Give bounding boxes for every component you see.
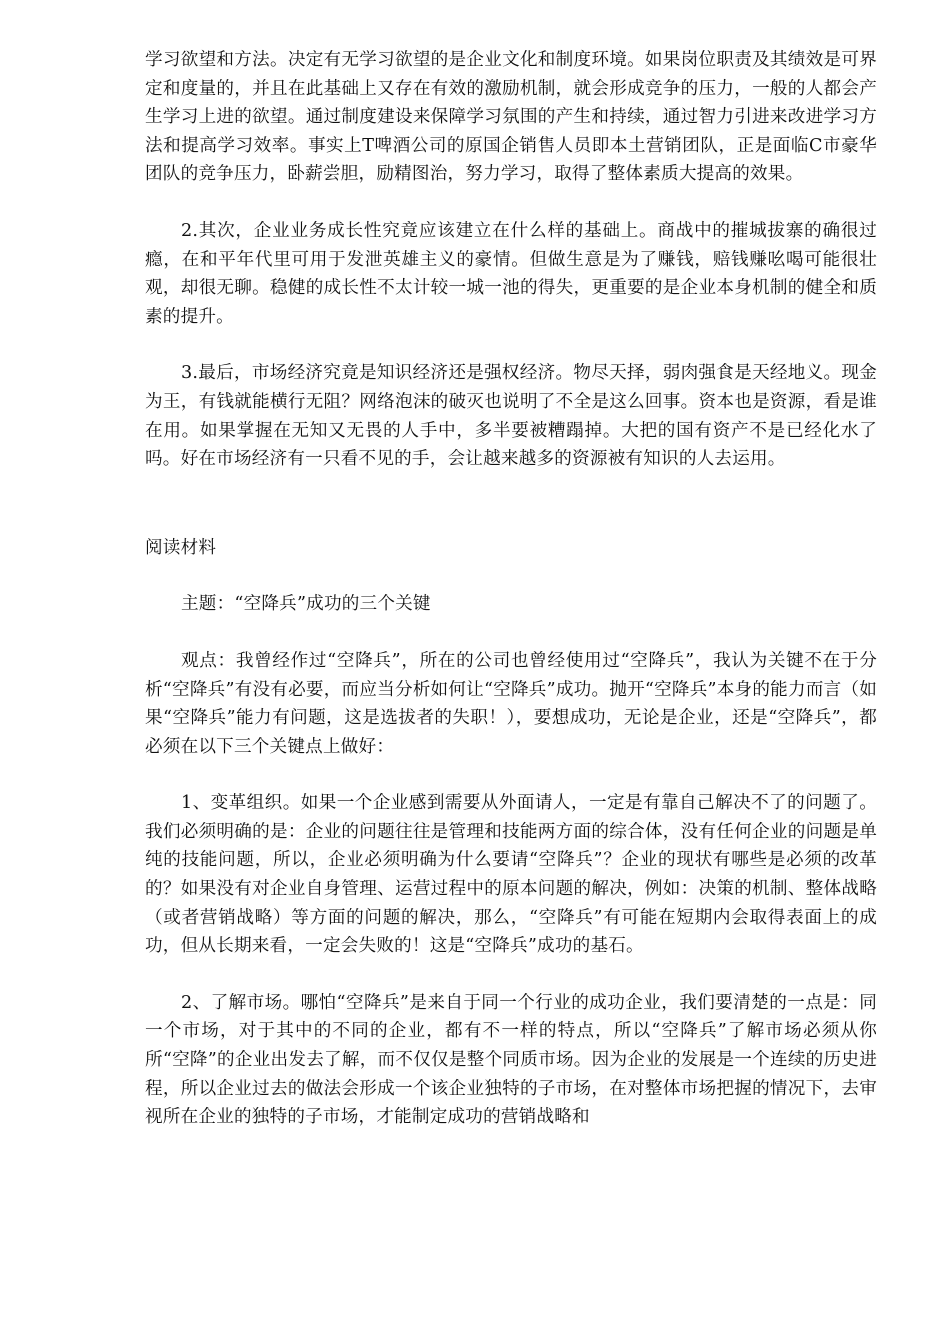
paragraph-third-market-economy: 3.最后，市场经济究竟是知识经济还是强权经济。物尽天择，弱肉强食是天经地义。现金为王，有钱就能横行无阻？网络泡沫的破灭也说明了不全是这么回事。资本也是资源，看是谁在用。如果掌握在无知又无畏的人手中，多半要被糟蹋掉。大把的国有资产不是已经化水了吗。好在市场经济有一只看不见的手，会让越来越多的资源被有知识的人去运用。 [145,363,877,470]
section-title: 阅读材料 [145,537,217,558]
topic-line: 主题：“空降兵”成功的三个关键 [181,594,431,615]
paragraph-key-organization: 1、变革组织。如果一个企业感到需要从外面请人，一定是有靠自己解决不了的问题了。我们必须明确的是：企业的问题往往是管理和技能两方面的综合体，没有任何企业的问题是单纯的技能问题，所以，企业必须明确为什么要请“空降兵”？企业的现状有哪些是必须的改革的？如果没有对企业自身管理、运营过程中的原本问题的解决，例如：决策的机制、整体战略（或者营销战略）等方面的问题的解决，那么，“空降兵”有可能在短期内会取得表面上的成功，但从长期来看，一定会失败的！这是“空降兵”成功的基石。 [145,793,877,957]
document-page [145,46,877,1160]
paragraph-key-market: 2、了解市场。哪怕“空降兵”是来自于同一个行业的成功企业，我们要清楚的一点是：同一个市场，对于其中的不同的企业，都有不一样的特点，所以“空降兵”了解市场必须从你所“空降”的企业出发去了解，而不仅仅是整个同质市场。因为企业的发展是一个连续的历史进程，所以企业过去的做法会形成一个该企业独特的子市场，在对整体市场把握的情况下，去审视所在企业的独特的子市场，才能制定成功的营销战略和 [145,992,877,1128]
paragraph-second-growth: 2.其次，企业业务成长性究竟应该建立在什么样的基础上。商战中的摧城拔寨的确很过瘾，在和平年代里可用于发泄英雄主义的豪情。但做生意是为了赚钱，赔钱赚吆喝可能很壮观，却很无聊。稳健的成长性不太计较一城一池的得失，更重要的是企业本身机制的健全和质素的提升。 [145,220,877,327]
paragraph-learning: 学习欲望和方法。决定有无学习欲望的是企业文化和制度环境。如果岗位职责及其绩效是可界定和度量的，并且在此基础上又存在有效的激励机制，就会形成竞争的压力，一般的人都会产生学习上进的欲望。通过制度建设来保障学习氛围的产生和持续，通过智力引进来改进学习方法和提高学习效率。事实上T啤酒公司的原国企销售人员即本土营销团队，正是面临C市豪华团队的竞争压力，卧薪尝胆，励精图治，努力学习，取得了整体素质大提高的效果。 [145,50,877,185]
paragraph-viewpoint: 观点：我曾经作过“空降兵”，所在的公司也曾经使用过“空降兵”，我认为关键不在于分析“空降兵”有没有必要，而应当分析如何让“空降兵”成功。抛开“空降兵”本身的能力而言（如果“空降兵”能力有问题，这是选拔者的失职！），要想成功，无论是企业，还是“空降兵”，都必须在以下三个关键点上做好： [145,650,877,757]
